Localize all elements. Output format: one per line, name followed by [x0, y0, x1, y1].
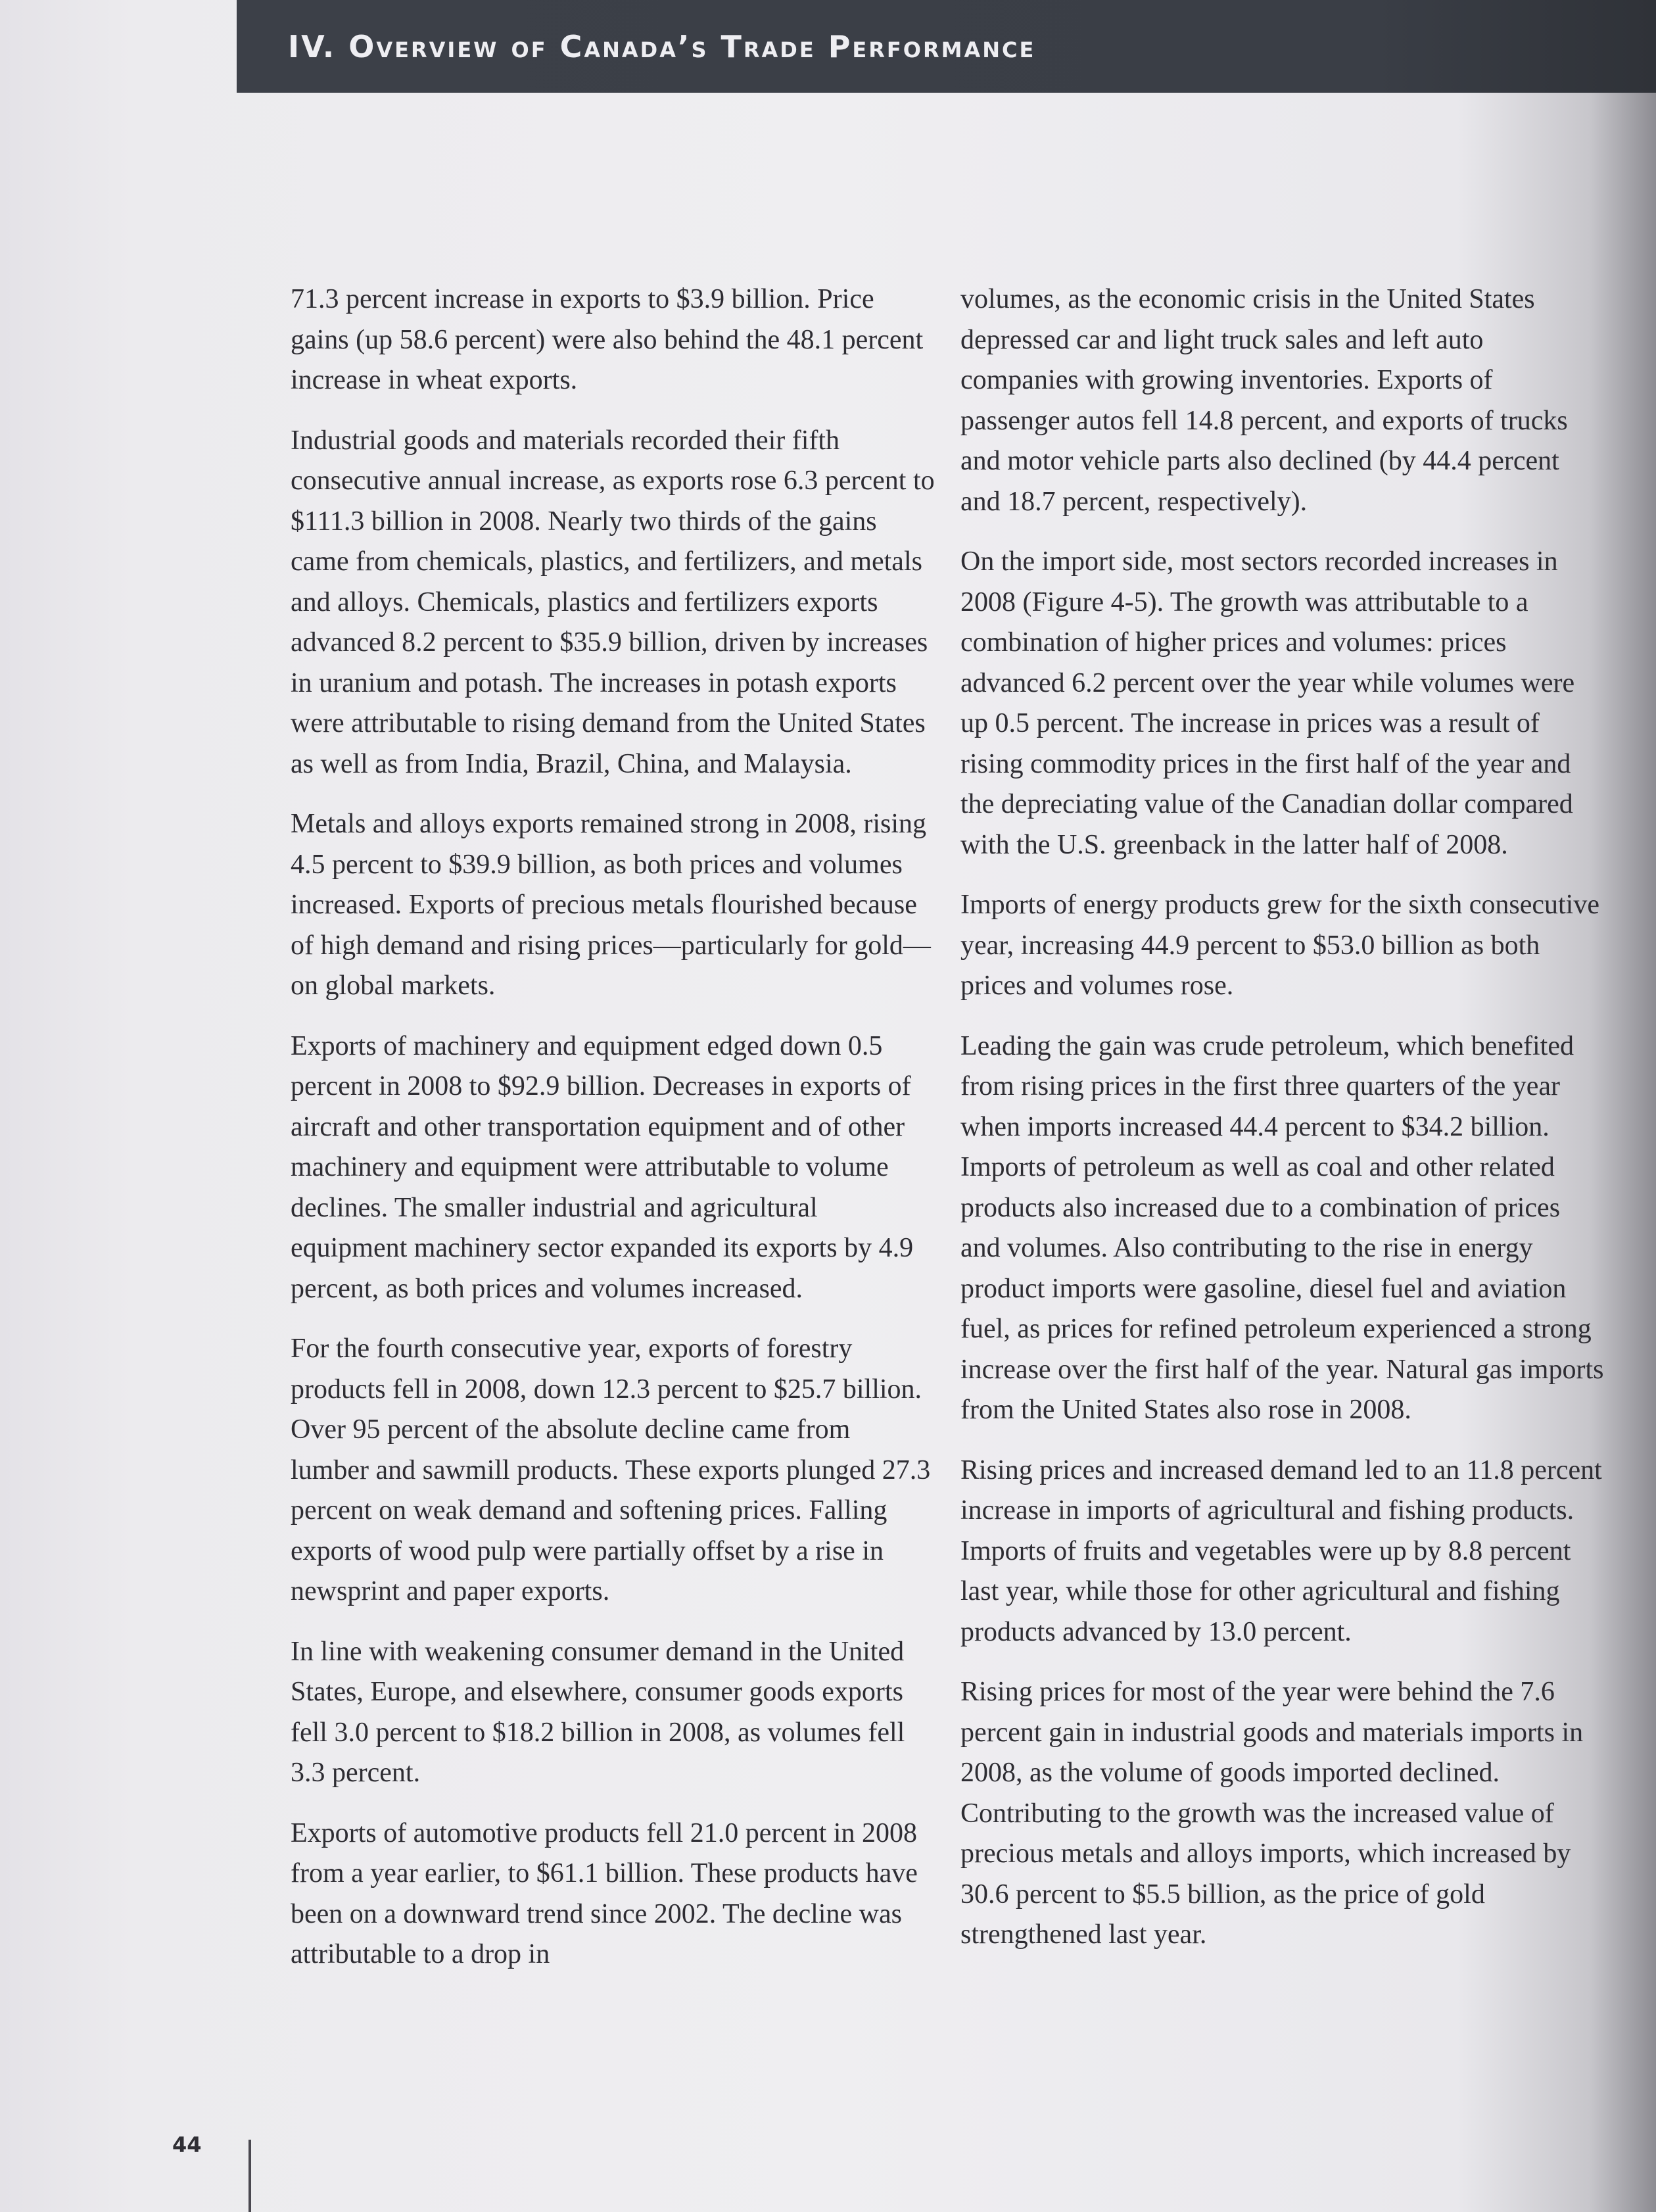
paragraph: Rising prices and increased demand led to an 11.8 percent increase in imports of agricultural and fishing products. Imports of fruits and vegetables were up by 8.8 percent last year, while those for other agricultural and fishing products advanced by 13.0 percent. [960, 1455, 1602, 1647]
paragraph: Leading the gain was crude petroleum, which benefited from rising prices in the first three quarters of the year when imports increased 44.4 percent to $34.2 billion. Imports of petroleum as well as coal and other related products also increased due to a combination of prices and volumes. Also contributing to the rise in energy product imports were gasoline, diesel fuel and aviation fuel, as prices for refined petroleum experienced a strong increase over the first half of the year. Natural gas imports from the United States also rose in 2008. [960, 1030, 1604, 1425]
paragraph: 71.3 percent increase in exports to $3.9 billion. Price gains (up 58.6 percent) were also behind the 48.1 percent increase in wheat exports. [291, 284, 924, 395]
page-divider-rule [248, 2140, 251, 2212]
paragraph: Exports of machinery and equipment edged down 0.5 percent in 2008 to $92.9 billion. Decreases in exports of aircraft and other transportation equipment and of other machinery and equipment were attributable to volume declines. The smaller industrial and agricultural equipment machinery sector expanded its exports by 4.9 percent, as both prices and volumes increased. [291, 1030, 914, 1304]
paragraph: Rising prices for most of the year were behind the 7.6 percent gain in industrial goods and materials imports in 2008, as the volume of goods imported declined. Contributing to the growth was the increased value of precious metals and alloys imports, which increased by 30.6 percent to $5.5 billion, as the price of gold strengthened last year. [960, 1677, 1584, 1950]
paragraph: On the import side, most sectors recorded increases in 2008 (Figure 4-5). The growth was attributable to a combination of higher prices and volumes: prices advanced 6.2 percent over the year while volumes were up 0.5 percent. The increase in prices was a result of rising commodity prices in the first half of the year and the depreciating value of the Canadian dollar compared with the U.S. greenback in the latter half of 2008. [960, 546, 1575, 860]
paragraph: Industrial goods and materials recorded their fifth consecutive annual increase, as exports rose 6.3 percent to $111.3 billion in 2008. Nearly two thirds of the gains came from chemicals, plastics, and fertilizers, and metals and alloys. Chemicals, plastics and fertilizers exports advanced 8.2 percent to $35.9 billion, driven by increases in uranium and potash. The increases in potash exports were attributable to rising demand from the United States as well as from India, Brazil, China, and Malaysia. [291, 425, 935, 779]
right-text-column [960, 279, 1605, 1975]
paragraph: Imports of energy products grew for the sixth consecutive year, increasing 44.9 percent to $53.0 billion as both prices and volumes rose. [960, 890, 1599, 1001]
paragraph: For the fourth consecutive year, exports of forestry products fell in 2008, down 12.3 percent to $25.7 billion. Over 95 percent of the absolute decline came from lumber and sawmill products. These exports plunged 27.3 percent on weak demand and softening prices. Falling exports of wood pulp were partially offset by a rise in newsprint and paper exports. [291, 1334, 931, 1606]
paragraph: Exports of automotive products fell 21.0 percent in 2008 from a year earlier, to $61.1 billion. These products have been on a downward trend since 2002. The decline was attributable to a drop in [291, 1817, 918, 1969]
paragraph: Metals and alloys exports remained strong in 2008, rising 4.5 percent to $39.9 billion, as both prices and volumes increased. Exports of precious metals flourished because of high demand and rising prices—particularly for gold—on global markets. [291, 809, 931, 1001]
page-number: 44 [172, 2132, 202, 2157]
paragraph: In line with weakening consumer demand in the United States, Europe, and elsewhere, consumer goods exports fell 3.0 percent to $18.2 billion in 2008, as volumes fell 3.3 percent. [291, 1636, 905, 1788]
section-title: IV. Overview of Canada’s Trade Performance [288, 29, 1036, 64]
paragraph: volumes, as the economic crisis in the United States depressed car and light truck sales and left auto companies with growing inventories. Exports of passenger autos fell 14.8 percent, and exports of trucks and motor vehicle parts also declined (by 44.4 percent and 18.7 percent, respectively). [960, 284, 1568, 517]
section-header-bar [237, 0, 1656, 93]
left-text-column [291, 279, 935, 1995]
